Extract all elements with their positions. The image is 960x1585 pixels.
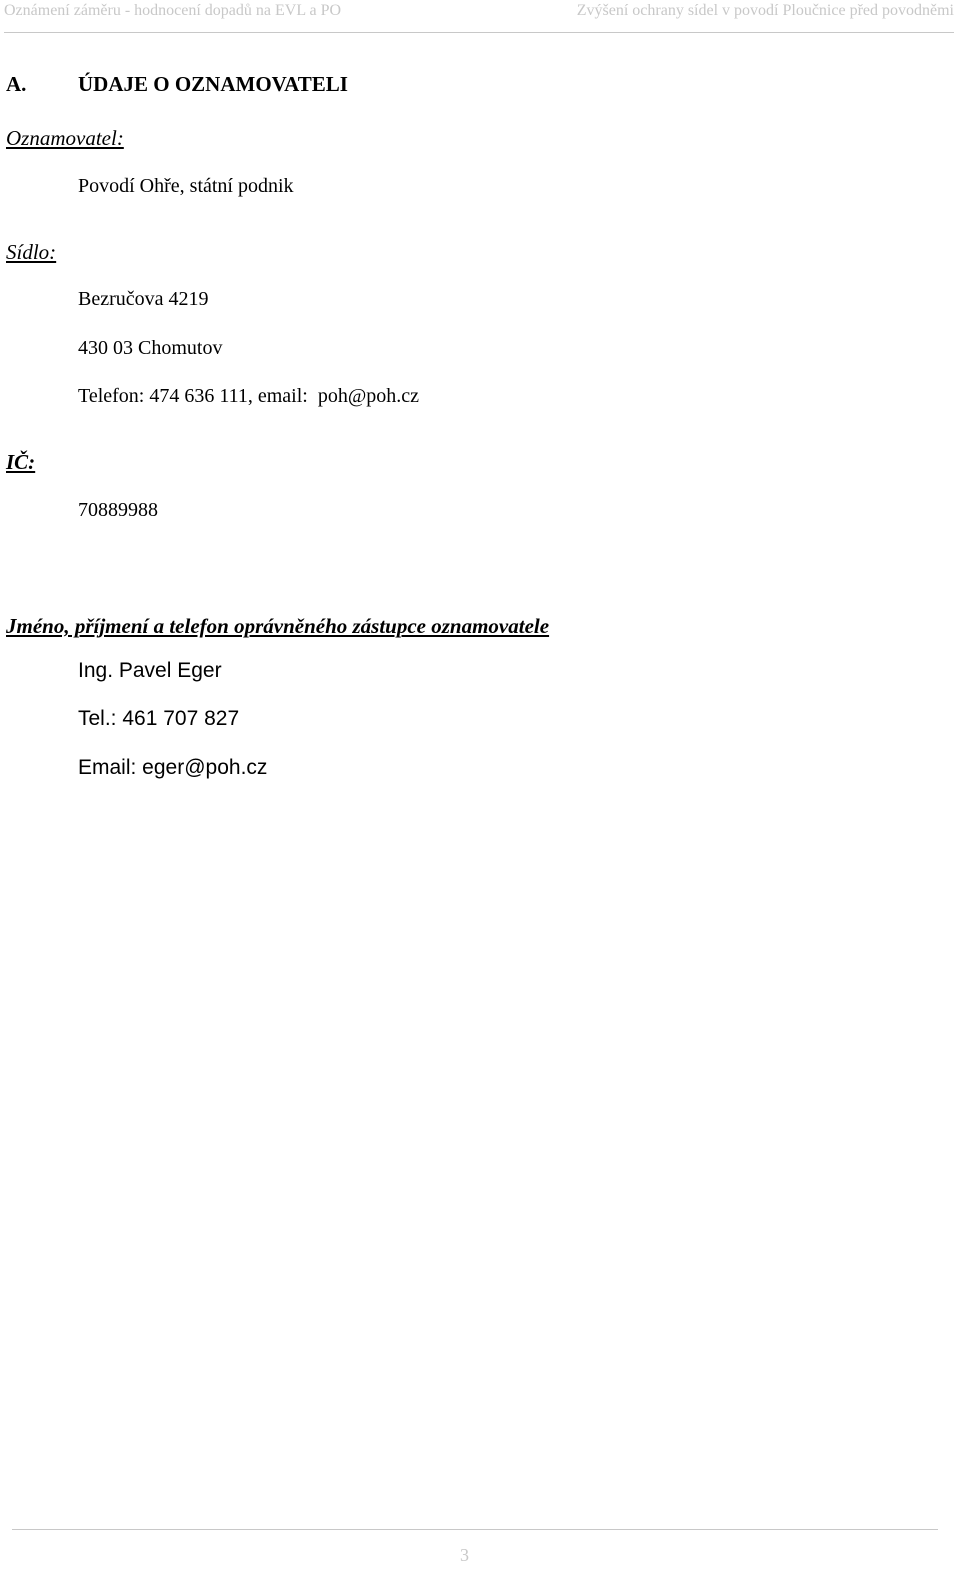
running-header [4, 0, 954, 33]
header-document-title: Oznámení záměru - hodnocení dopadů na EVL a PO [4, 2, 342, 19]
zastupce-label: Jméno, příjmení a telefon oprávněného zástupce oznamovatele [6, 614, 550, 638]
sidlo-contact-line [78, 383, 419, 409]
zastupce-phone: Tel.: 461 707 827 [78, 707, 240, 730]
oznamovatel-name: Povodí Ohře, státní podnik [78, 175, 294, 197]
sidlo-street: Bezručova 4219 [78, 288, 209, 310]
sidlo-label: Sídlo: [6, 240, 57, 264]
footer-rule [12, 1529, 938, 1530]
sidlo-contact-prefix: Telefon: 474 636 111, email: [78, 385, 308, 407]
zastupce-name: Ing. Pavel Eger [78, 659, 222, 682]
ic-label: IČ: [6, 450, 36, 474]
page-number: 3 [460, 1545, 469, 1565]
ic-value: 70889988 [78, 499, 158, 521]
section-title: ÚDAJE O OZNAMOVATELI [78, 72, 348, 96]
zastupce-email[interactable]: Email: eger@poh.cz [78, 756, 268, 779]
section-letter: A. [6, 72, 27, 96]
sidlo-city: 430 03 Chomutov [78, 337, 223, 359]
header-project-title: Zvýšení ochrany sídel v povodí Ploučnice před povodněmi [576, 2, 954, 19]
oznamovatel-label: Oznamovatel: [6, 126, 124, 150]
sidlo-email-link[interactable]: poh@poh.cz [317, 385, 420, 407]
